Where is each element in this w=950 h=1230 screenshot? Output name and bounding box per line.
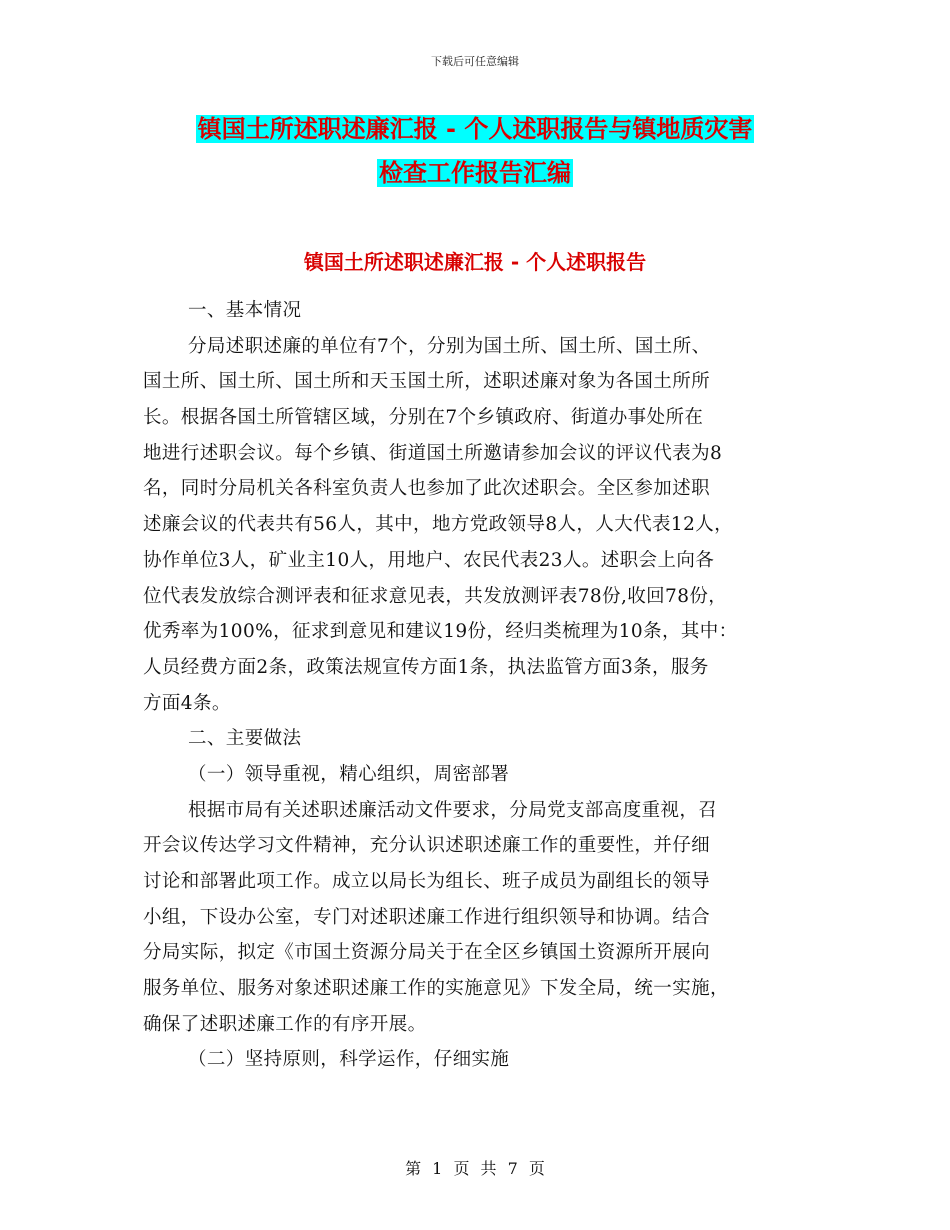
document-title-line-2-text: 检查工作报告汇编 bbox=[379, 159, 571, 187]
body-line: 国土所、国土所、国土所和天玉国土所，述职述廉对象为各国土所所 bbox=[143, 371, 711, 393]
body-line: 长。根据各国土所管辖区域，分别在7个乡镇政府、街道办事处所在 bbox=[143, 407, 704, 429]
body-line: 小组，下设办公室，专门对述职述廉工作进行组织领导和协调。结合 bbox=[143, 906, 711, 928]
body-line: 二、主要做法 bbox=[188, 728, 302, 750]
body-line: 一、基本情况 bbox=[188, 300, 302, 321]
body-line: 开会议传达学习文件精神，充分认识述职述廉工作的重要性，并仔细 bbox=[143, 835, 711, 857]
page-footer: 第 1 页 共 7 页 bbox=[405, 1159, 545, 1178]
body-line: （二）坚持原则，科学运作，仔细实施 bbox=[188, 1049, 510, 1071]
body-line: 讨论和部署此项工作。成立以局长为组长、班子成员为副组长的领导 bbox=[143, 871, 711, 892]
body-line: 服务单位、服务对象述职述廉工作的实施意见》下发全局，统一实施， bbox=[143, 978, 729, 1000]
body-line: 确保了述职述廉工作的有序开展。 bbox=[143, 1013, 427, 1035]
body-line: （一）领导重视，精心组织，周密部署 bbox=[188, 763, 510, 785]
body-line: 分局实际，拟定《市国土资源分局关于在全区乡镇国土资源所开展向 bbox=[143, 942, 711, 964]
section-title: 镇国土所述职述廉汇报 - 个人述职报告 bbox=[303, 250, 647, 274]
body-line: 名，同时分局机关各科室负责人也参加了此次述职会。全区参加述职 bbox=[143, 478, 711, 500]
body-line: 分局述职述廉的单位有7个，分别为国土所、国土所、国土所、 bbox=[188, 335, 711, 357]
document-title-line-1 bbox=[0, 112, 950, 146]
body-text bbox=[143, 293, 813, 1078]
body-line: 协作单位3人，矿业主10人，用地户、农民代表23人。述职会上向各 bbox=[143, 549, 715, 571]
body-line: 位代表发放综合测评表和征求意见表，共发放测评表78份,收回78份， bbox=[143, 585, 728, 607]
body-line: 根据市局有关述职述廉活动文件要求，分局党支部高度重视，召 bbox=[188, 799, 718, 821]
document-title-line-1-text: 镇国土所述职述廉汇报 - 个人述职报告与镇地质灾害 bbox=[197, 115, 753, 143]
body-line: 优秀率为100%，征求到意见和建议19份，经归类梳理为10条，其中： bbox=[143, 621, 738, 643]
document-title-line-2 bbox=[0, 156, 950, 190]
body-line: 地进行述职会议。每个乡镇、街道国土所邀请参加会议的评议代表为8 bbox=[143, 442, 723, 464]
header-note: 下载后可任意编辑 bbox=[431, 55, 519, 68]
body-line: 人员经费方面2条，政策法规宣传方面1条，执法监管方面3条，服务 bbox=[143, 656, 709, 678]
body-line: 述廉会议的代表共有56人，其中，地方党政领导8人，人大代表12人， bbox=[143, 514, 734, 536]
body-line: 方面4条。 bbox=[143, 692, 231, 714]
